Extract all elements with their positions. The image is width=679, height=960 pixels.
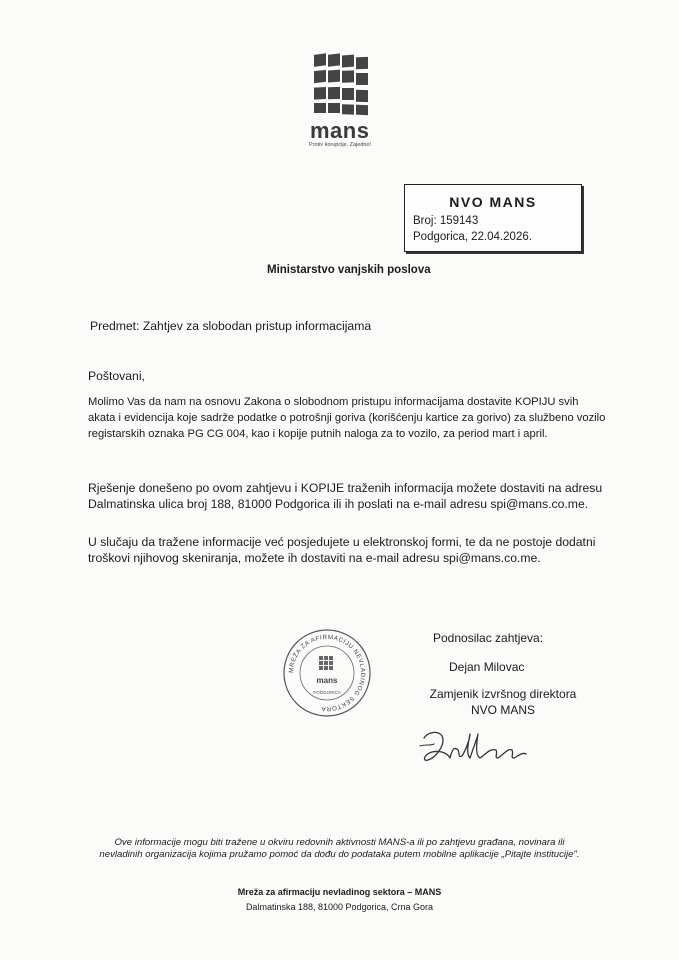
footer-org: Mreža za afirmaciju nevladinog sektora – MANS	[237, 887, 442, 897]
organization-seal	[282, 628, 372, 718]
logo-wordmark: mans	[310, 118, 370, 143]
reference-number: Broj: 159143	[413, 215, 479, 227]
signer-org: NVO MANS	[470, 703, 535, 717]
seal-sub-text: PODGORICA	[313, 690, 341, 695]
greeting: Poštovani,	[88, 369, 145, 383]
signer-title: Zamjenik izvršnog direktora	[429, 687, 577, 701]
footer-note: Ove informacije mogu biti tražene u okviru redovnih aktivnosti MANS-a ili po zahtjevu građana, novinara ili nevladinih organizacija kojima pružamo pomoć da dođu do podataka putem mobilne aplikacije „Pitajte institucije".	[99, 837, 580, 860]
paragraph-request: Molimo Vas da nam na osnovu Zakona o slobodnom pristupu informacijama dostavite KOPIJU svih akata i evidencija koje sadrže podatke o potrošnji goriva (korišćenju kartice za gorivo) za službeno vozilo registarskih oznaka PG CG 004, kao i kopije putnih naloga za to vozilo, za period mart i april.	[88, 396, 606, 440]
footer-address: Dalmatinska 188, 81000 Podgorica, Crna Gora	[245, 902, 434, 912]
seal-center-text: mans	[316, 676, 338, 685]
reference-org: NVO MANS	[449, 194, 537, 210]
subject-line: Predmet: Zahtjev za slobodan pristup informacijama	[90, 319, 372, 333]
seal-ring-text: MREŽA ZA AFIRMACIJU NEVLADINOG SEKTORA	[287, 633, 367, 713]
signer-name: Dejan Milovac	[449, 660, 525, 674]
reference-date: Podgorica, 22.04.2026.	[413, 231, 532, 243]
recipient: Ministarstvo vanjskih poslova	[267, 264, 431, 276]
reference-box	[404, 184, 582, 252]
signature-label: Podnosilac zahtjeva:	[433, 631, 544, 645]
paragraph-delivery: Rješenje donešeno po ovom zahtjevu i KOPIJE traženih informacija možete dostaviti na adresu Dalmatinska ulica broj 188, 81000 Podgorica ili ih poslati na e-mail adresu spi@mans.co.me.	[88, 481, 603, 511]
paragraph-electronic: U slučaju da tražene informacije već posjedujete u elektronskoj formi, te da ne postoje dodatni troškovi njihovog skeniranja, možete ih dostaviti na e-mail adresu spi@mans.co.me.	[88, 535, 596, 565]
handwritten-signature	[418, 724, 533, 772]
logo-tagline: Protiv korupcije. Zajedno!	[309, 142, 372, 148]
